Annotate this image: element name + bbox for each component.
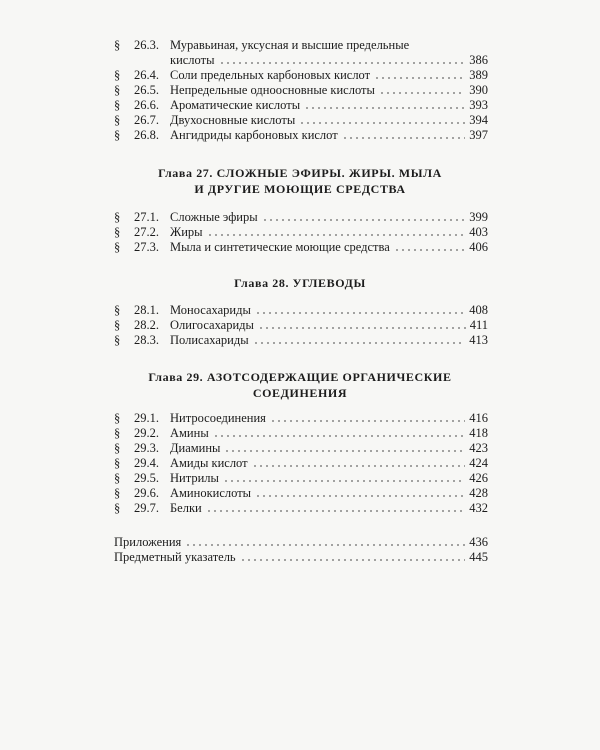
section-number: 26.7.	[134, 113, 159, 127]
section-symbol: §	[114, 471, 121, 485]
section-number: 29.4.	[134, 456, 159, 470]
toc-entry-29-6[interactable]	[114, 486, 488, 501]
page-number: 426	[469, 471, 488, 485]
page-number: 413	[469, 333, 488, 347]
section-number: 29.6.	[134, 486, 159, 500]
chapter-29-heading[interactable]	[100, 369, 500, 401]
dot-leader	[240, 559, 466, 561]
section-number: 26.6.	[134, 98, 159, 112]
section-symbol: §	[114, 426, 121, 440]
page-number: 424	[469, 456, 488, 470]
toc-entry-subject-index[interactable]	[114, 550, 488, 565]
page-number: 399	[469, 210, 488, 224]
chapter-27-heading[interactable]	[100, 165, 500, 197]
section-title: Амины	[170, 426, 209, 440]
toc-entry-26-3[interactable]	[114, 38, 488, 68]
section-number: 26.3.	[134, 38, 159, 52]
section-title: Ангидриды карбоновых кислот	[170, 128, 338, 142]
dot-leader	[262, 219, 466, 221]
page-number: 408	[469, 303, 488, 317]
section-title: Нитрилы	[170, 471, 219, 485]
dot-leader	[255, 312, 465, 314]
dot-leader	[304, 107, 465, 109]
dot-leader	[342, 137, 466, 139]
chapter-title-line1: Глава 28. УГЛЕВОДЫ	[234, 276, 366, 290]
chapter-title-line1: Глава 29. АЗОТСОДЕРЖАЩИЕ ОРГАНИЧЕСКИЕ	[148, 370, 452, 384]
toc-entry-29-4[interactable]	[114, 456, 488, 471]
section-symbol: §	[114, 98, 121, 112]
chapter-title-line1: Глава 27. СЛОЖНЫЕ ЭФИРЫ. ЖИРЫ. МЫЛА	[158, 166, 442, 180]
section-title: Диамины	[170, 441, 221, 455]
page-number: 445	[469, 550, 488, 564]
toc-entry-29-5[interactable]	[114, 471, 488, 486]
section-symbol: §	[114, 441, 121, 455]
dot-leader	[206, 510, 466, 512]
toc-entry-29-1[interactable]	[114, 411, 488, 426]
section-number: 29.5.	[134, 471, 159, 485]
toc-entry-28-1[interactable]	[114, 303, 488, 318]
section-title: Нитросоединения	[170, 411, 266, 425]
subject-index-title: Предметный указатель	[114, 550, 236, 564]
toc-entry-27-1[interactable]	[114, 210, 488, 225]
section-number: 27.3.	[134, 240, 159, 254]
section-title: Соли предельных карбоновых кислот	[170, 68, 371, 82]
page-number: 389	[469, 68, 488, 82]
toc-entry-28-2[interactable]	[114, 318, 488, 333]
page-number: 393	[469, 98, 488, 112]
section-title: кислоты	[170, 53, 215, 67]
section-symbol: §	[114, 113, 121, 127]
dot-leader	[253, 342, 466, 344]
dot-leader	[299, 122, 465, 124]
section-symbol: §	[114, 83, 121, 97]
toc-entry-26-8[interactable]	[114, 128, 488, 143]
dot-leader	[394, 249, 465, 251]
dot-leader	[213, 435, 466, 437]
toc-entry-appendix[interactable]	[114, 535, 488, 550]
section-symbol: §	[114, 210, 121, 224]
section-title: Полисахариды	[170, 333, 249, 347]
dot-leader	[379, 92, 465, 94]
section-title: Ароматические кислоты	[170, 98, 301, 112]
page-number: 436	[469, 535, 488, 549]
section-title: Олигосахариды	[170, 318, 254, 332]
toc-entry-26-7[interactable]	[114, 113, 488, 128]
toc-entry-28-3[interactable]	[114, 333, 488, 348]
section-number: 29.2.	[134, 426, 159, 440]
section-symbol: §	[114, 333, 121, 347]
section-title: Мыла и синтетические моющие средства	[170, 240, 390, 254]
section-number: 26.4.	[134, 68, 159, 82]
page-number: 432	[469, 501, 488, 515]
chapter-title-line2: СОЕДИНЕНИЯ	[252, 386, 348, 400]
toc-entry-26-6[interactable]	[114, 98, 488, 113]
section-number: 26.8.	[134, 128, 159, 142]
dot-leader	[255, 495, 465, 497]
section-symbol: §	[114, 318, 121, 332]
page-number: 390	[469, 83, 488, 97]
page-number: 423	[469, 441, 488, 455]
section-number: 29.3.	[134, 441, 159, 455]
appendix-title: Приложения	[114, 535, 182, 549]
chapter-28-heading[interactable]	[100, 275, 500, 291]
section-title: Непредельные одноосновные кислоты	[170, 83, 375, 97]
page-number: 386	[469, 53, 488, 67]
section-symbol: §	[114, 225, 121, 239]
section-number: 28.3.	[134, 333, 159, 347]
dot-leader	[374, 77, 465, 79]
section-number: 27.1.	[134, 210, 159, 224]
dot-leader	[258, 327, 466, 329]
dot-leader	[219, 62, 466, 64]
section-symbol: §	[114, 486, 121, 500]
section-title: Белки	[170, 501, 202, 515]
section-number: 28.1.	[134, 303, 159, 317]
page-number: 397	[469, 128, 488, 142]
page-number: 428	[469, 486, 488, 500]
toc-entry-29-3[interactable]	[114, 441, 488, 456]
dot-leader	[223, 480, 465, 482]
dot-leader	[185, 544, 465, 546]
page-number: 411	[469, 318, 488, 332]
section-number: 29.1.	[134, 411, 159, 425]
section-title: Жиры	[170, 225, 203, 239]
section-number: 28.2.	[134, 318, 159, 332]
section-symbol: §	[114, 128, 121, 142]
dot-leader	[270, 420, 465, 422]
toc-entry-29-7[interactable]	[114, 501, 488, 516]
page-number: 394	[469, 113, 488, 127]
section-title: Двухосновные кислоты	[170, 113, 296, 127]
section-symbol: §	[114, 411, 121, 425]
section-title-line1: Муравьиная, уксусная и высшие предельные	[170, 38, 410, 52]
toc-entry-27-3[interactable]	[114, 240, 488, 255]
page-number: 418	[469, 426, 488, 440]
page-number: 406	[469, 240, 488, 254]
page-number: 403	[469, 225, 488, 239]
toc-entry-27-2[interactable]	[114, 225, 488, 240]
section-number: 26.5.	[134, 83, 159, 97]
section-symbol: §	[114, 501, 121, 515]
section-symbol: §	[114, 303, 121, 317]
toc-entry-26-5[interactable]	[114, 83, 488, 98]
toc-entry-29-2[interactable]	[114, 426, 488, 441]
section-title: Сложные эфиры	[170, 210, 258, 224]
section-title: Амиды кислот	[170, 456, 248, 470]
section-symbol: §	[114, 456, 121, 470]
section-number: 29.7.	[134, 501, 159, 515]
dot-leader	[207, 234, 466, 236]
section-number: 27.2.	[134, 225, 159, 239]
dot-leader	[224, 450, 465, 452]
section-symbol: §	[114, 68, 121, 82]
dot-leader	[252, 465, 466, 467]
section-title: Моносахариды	[170, 303, 251, 317]
section-symbol: §	[114, 38, 121, 52]
section-symbol: §	[114, 240, 121, 254]
toc-entry-26-4[interactable]	[114, 68, 488, 83]
chapter-title-line2: И ДРУГИЕ МОЮЩИЕ СРЕДСТВА	[194, 182, 406, 196]
section-title: Аминокислоты	[170, 486, 252, 500]
page-number: 416	[469, 411, 488, 425]
